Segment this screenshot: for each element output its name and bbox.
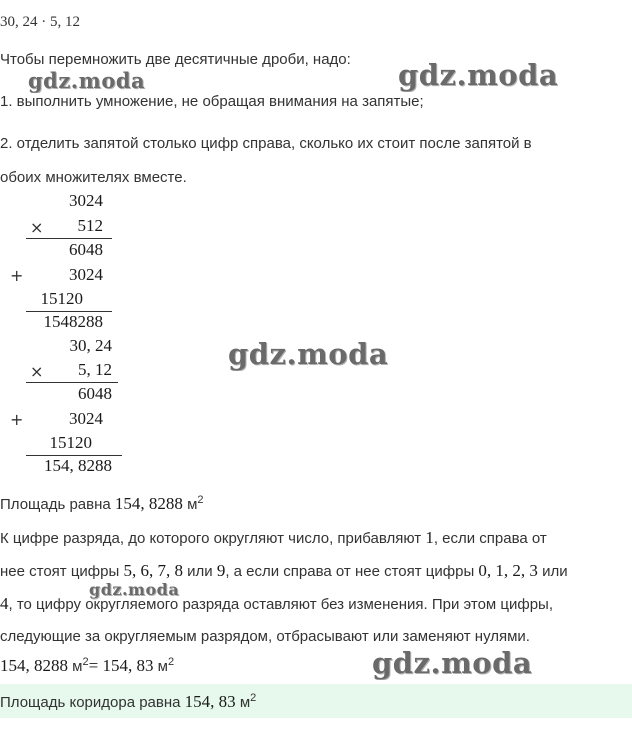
equation-unit-power: 2 xyxy=(167,656,175,668)
product-rule xyxy=(26,238,112,239)
intro-text: Чтобы перемножить две десятичные дроби, надо: xyxy=(0,51,351,68)
watermark-logo: gdz.moda xyxy=(372,646,533,680)
rounding-rule-line-4: следующие за округляемым разрядом, отбрасывают или заменяют нулями. xyxy=(0,628,530,645)
rounding-rule-line-2 xyxy=(0,561,568,581)
step-1-text: 1. выполнить умножение, не обращая внимания на запятые; xyxy=(0,93,424,110)
partial-product-2: 3024 xyxy=(69,409,103,428)
product-result: 1548288 xyxy=(43,312,103,331)
rule-text: или xyxy=(182,563,217,580)
times-sign: × xyxy=(30,218,44,237)
rule-numbers: 5, 6, 7, 8 xyxy=(123,561,183,580)
partial-product-1: 6048 xyxy=(69,240,103,259)
rule-text: , если справа от xyxy=(433,530,547,547)
plus-sign: + xyxy=(10,266,24,285)
plus-sign: + xyxy=(10,410,24,429)
answer-label: Площадь коридора равна xyxy=(0,694,185,711)
rounding-rule-line-1 xyxy=(0,528,547,548)
partial-product-3: 15120 xyxy=(49,433,92,452)
watermark-logo: gdz.moda xyxy=(28,68,146,93)
partial-product-2: 3024 xyxy=(69,265,103,284)
partial-product-3: 15120 xyxy=(40,289,83,308)
area-statement xyxy=(0,494,204,514)
times-sign: × xyxy=(30,362,44,381)
multiplicand: 3024 xyxy=(69,191,103,210)
answer-value: 154, 83 xyxy=(184,692,236,711)
area-value: 154, 8288 xyxy=(114,494,183,513)
multiplier: 5, 12 xyxy=(78,360,112,379)
watermark-logo: gdz.moda xyxy=(228,337,389,371)
rounding-equation xyxy=(0,656,174,676)
multiplicand: 30, 24 xyxy=(69,336,112,355)
equation-unit-power: 2 xyxy=(82,656,89,668)
watermark-logo: gdz.moda xyxy=(398,58,559,92)
step-2-continuation: обоих множителях вместе. xyxy=(0,169,187,186)
watermark-logo: gdz.moda xyxy=(89,580,180,599)
rounding-rule-line-3 xyxy=(0,594,553,614)
product-rule xyxy=(26,382,118,383)
answer-statement xyxy=(0,692,256,712)
multiplier: 512 xyxy=(77,216,103,235)
step-2-text: 2. отделить запятой столько цифр справа, сколько их стоит после запятой в xyxy=(0,135,532,152)
area-unit: м xyxy=(182,496,198,513)
equation-rhs: = 154, 83 xyxy=(88,656,154,675)
rule-number: 1 xyxy=(425,528,434,547)
rule-text: или xyxy=(537,563,568,580)
rule-text: , то цифру округляемого разряда оставляют без изменения. При этом цифры, xyxy=(8,596,553,613)
product-result: 154, 8288 xyxy=(44,456,112,475)
partial-product-1: 6048 xyxy=(78,384,112,403)
area-label: Площадь равна xyxy=(0,496,115,513)
equation-unit: м xyxy=(153,658,168,675)
answer-unit: м xyxy=(235,694,251,711)
rule-text: К цифре разряда, до которого округляют число, прибавляют xyxy=(0,530,426,547)
rule-number: 9 xyxy=(216,561,226,580)
rule-number: 4 xyxy=(0,594,9,613)
rule-numbers: 0, 1, 2, 3 xyxy=(478,561,538,580)
rule-text: нее стоят цифры xyxy=(0,563,124,580)
area-unit-power: 2 xyxy=(197,494,204,506)
rule-text: , а если справа от нее стоят цифры xyxy=(225,563,479,580)
equation-unit: м xyxy=(68,658,83,675)
header-expression: 30, 24 · 5, 12 xyxy=(0,14,80,30)
answer-unit-power: 2 xyxy=(250,692,257,704)
equation-lhs: 154, 8288 xyxy=(0,656,68,675)
